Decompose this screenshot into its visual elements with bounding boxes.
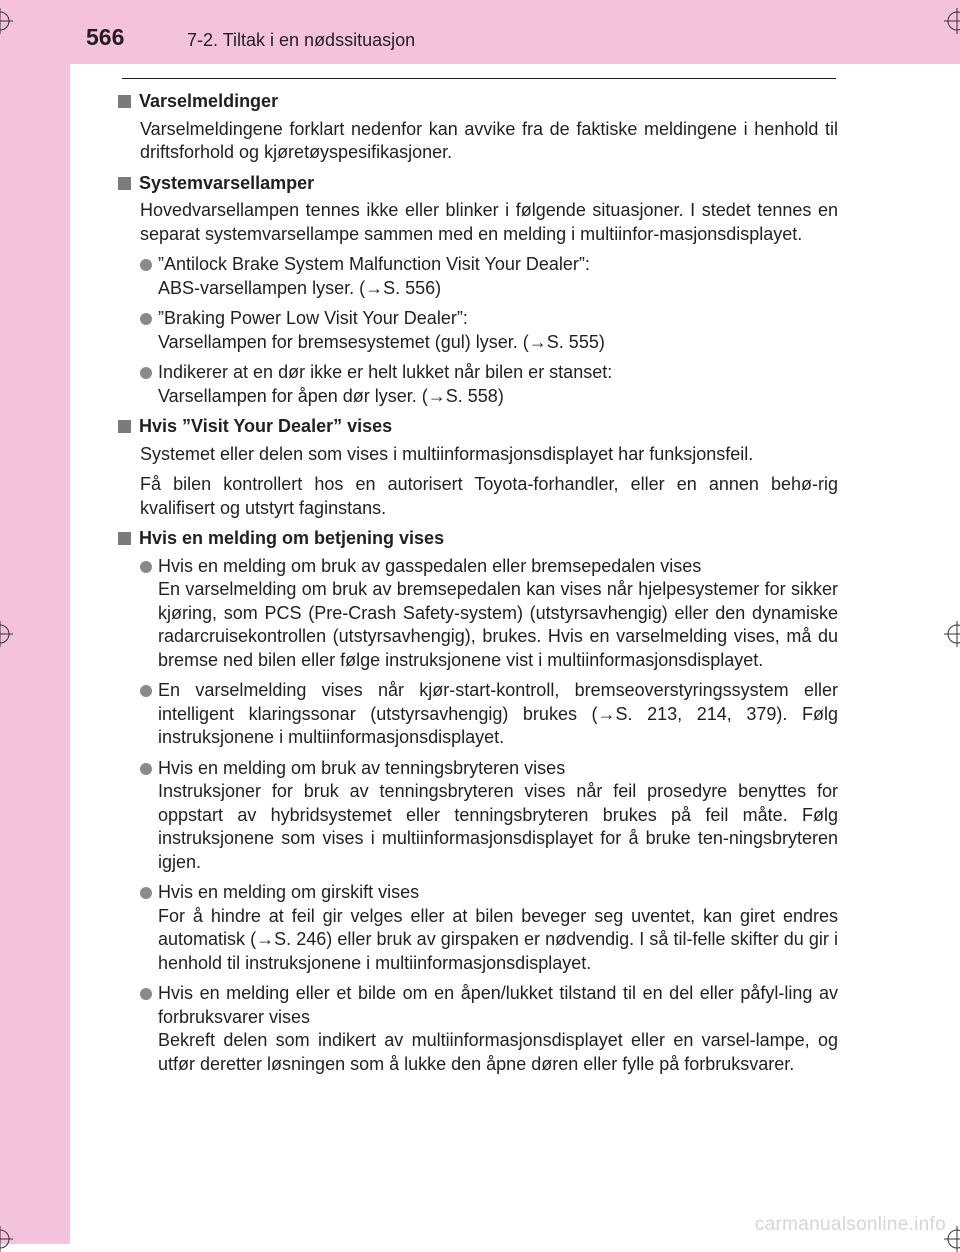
list-item xyxy=(140,757,838,875)
section-varselmeldinger xyxy=(118,90,838,165)
section-heading xyxy=(118,172,838,196)
list-item xyxy=(140,679,838,750)
section-visit-your-dealer xyxy=(118,415,838,520)
list-item-title: Hvis en melding om bruk av gasspedalen eller bremsepedalen vises xyxy=(158,555,702,576)
page-reference-link[interactable]: S. 555) xyxy=(546,331,605,352)
round-bullet-icon xyxy=(140,763,152,775)
round-bullet-icon xyxy=(140,561,152,573)
paragraph: Hovedvarsellampen tennes ikke eller blinker i følgende situasjoner. I stedet tennes en separat systemvarsellampe sammen med en melding i multiinfor-masjonsdisplayet. xyxy=(140,200,838,244)
paragraph: Få bilen kontrollert hos en autorisert Toyota-forhandler, eller en annen behø-rig kvalifisert og utstyrt faginstans. xyxy=(140,474,838,518)
section-heading xyxy=(118,415,838,439)
crop-mark-icon xyxy=(0,621,13,647)
list-item-text: En varselmelding om bruk av bremsepedalen kan vises når hjelpesystemer for sikker kjøring, som PCS (Pre-Crash Safety-system) (utstyrsavhengig) eller den dynamiske radarcruisekontrollen (utstyrsavhengig), brukes. Hvis en varselmelding vises, må du bremse ned bilen eller følge instruksjonene vist i multiinformasjonsdisplayet. xyxy=(158,579,838,670)
list-item xyxy=(140,307,838,354)
list-item-text: Bekreft delen som indikert av multiinformasjonsdisplayet eller en varsel-lampe, og utfør deretter løsningen som å lukke den åpne døren eller fylle på forbruksvarer. xyxy=(158,1030,838,1074)
list-item-text-continued: Følg instruksjonene i multiinformasjonsdisplayet. xyxy=(158,703,838,747)
crop-mark-icon xyxy=(944,621,960,647)
list-item-title: Hvis en melding eller et bilde om en åpen/lukket tilstand til en del eller påfyl-ling av forbruksvarer vises xyxy=(158,983,838,1027)
list-item-title: Hvis en melding om girskift vises xyxy=(158,882,420,902)
crop-mark-icon xyxy=(0,1226,13,1252)
section-heading-text: Systemvarsellamper xyxy=(139,172,315,193)
section-heading-text: Hvis en melding om betjening vises xyxy=(139,528,445,548)
list-item-text: Varsellampen for åpen dør lyser. ( xyxy=(158,385,428,406)
section-heading-text: Varselmeldinger xyxy=(139,91,279,111)
list-item-title: Hvis en melding om bruk av tenningsbryteren vises xyxy=(158,757,566,778)
round-bullet-icon xyxy=(140,367,152,379)
list-item-text-continued: eller bruk av girspaken er nødvendig. I så til-felle skifter du gir i henhold til instruksjonene i multiinformasjonsdisplayet. xyxy=(158,929,838,973)
crop-mark-icon xyxy=(0,8,13,34)
round-bullet-icon xyxy=(140,313,152,325)
page-reference-link[interactable]: S. 246) xyxy=(274,929,333,949)
arrow-right-icon: → xyxy=(365,277,384,298)
watermark: carmanualsonline.info xyxy=(754,1214,946,1235)
square-bullet-icon xyxy=(118,420,131,433)
round-bullet-icon xyxy=(140,988,152,1000)
list-item-title: ”Braking Power Low Visit Your Dealer”: xyxy=(158,308,468,328)
list-item xyxy=(140,555,838,673)
page-reference-link[interactable]: S. 556) xyxy=(383,277,442,298)
section-systemvarsellamper xyxy=(118,172,838,409)
crop-mark-icon xyxy=(944,1226,960,1252)
page-reference-link[interactable]: S. 558) xyxy=(445,385,504,406)
list-item-title: ”Antilock Brake System Malfunction Visit Your Dealer”: xyxy=(158,254,590,274)
section-heading xyxy=(118,90,838,114)
arrow-right-icon: → xyxy=(597,703,616,724)
arrow-right-icon: → xyxy=(427,385,446,406)
list-item-text: ABS-varsellampen lyser. ( xyxy=(158,277,366,298)
page-reference-link[interactable]: S. 213, 214, 379). xyxy=(615,703,788,724)
header-rule xyxy=(122,78,836,79)
list-item xyxy=(140,881,838,975)
list-item xyxy=(140,253,838,300)
square-bullet-icon xyxy=(118,95,131,108)
round-bullet-icon xyxy=(140,887,152,899)
list-item-text: En varselmelding vises når kjør-start-kontroll, bremseoverstyringssystem eller intelligent klaringssonar (utstyrsavhengig) brukes ( xyxy=(158,680,838,724)
list-item xyxy=(140,361,838,408)
paragraph: Systemet eller delen som vises i multiinformasjonsdisplayet har funksjonsfeil. xyxy=(140,443,754,464)
round-bullet-icon xyxy=(140,259,152,271)
section-betjening xyxy=(118,527,838,1076)
arrow-right-icon: → xyxy=(256,929,275,949)
list-item xyxy=(140,982,838,1076)
section-title: 7-2. Tiltak i en nødssituasjon xyxy=(187,30,416,50)
section-heading-text: Hvis ”Visit Your Dealer” vises xyxy=(139,416,393,436)
list-item-text: Varsellampen for bremsesystemet (gul) lyser. ( xyxy=(158,331,529,352)
paragraph: Varselmeldingene forklart nedenfor kan avvike fra de faktiske meldingene i henhold til driftsforhold og kjøretøyspesifikasjoner. xyxy=(140,118,838,162)
list-item-title: Indikerer at en dør ikke er helt lukket når bilen er stanset: xyxy=(158,362,613,382)
list-item-text: Instruksjoner for bruk av tenningsbryteren vises når feil prosedyre benyttes for oppstart av hybridsystemet eller tenningsbryteren brukes på feil måte. Følg instruksjonene som vises i multiinformasjonsdisplayet for å bruke ten-ningsbryteren igjen. xyxy=(158,781,838,872)
section-heading xyxy=(118,527,838,551)
list-item-text: For å hindre at feil gir velges eller at bilen beveger seg uventet, kan giret endres automatisk ( xyxy=(158,905,838,949)
page-number: 566 xyxy=(86,24,125,50)
round-bullet-icon xyxy=(140,685,152,697)
page-content xyxy=(118,90,838,1083)
square-bullet-icon xyxy=(118,532,131,545)
crop-mark-icon xyxy=(944,8,960,34)
square-bullet-icon xyxy=(118,177,131,190)
arrow-right-icon: → xyxy=(528,331,547,352)
